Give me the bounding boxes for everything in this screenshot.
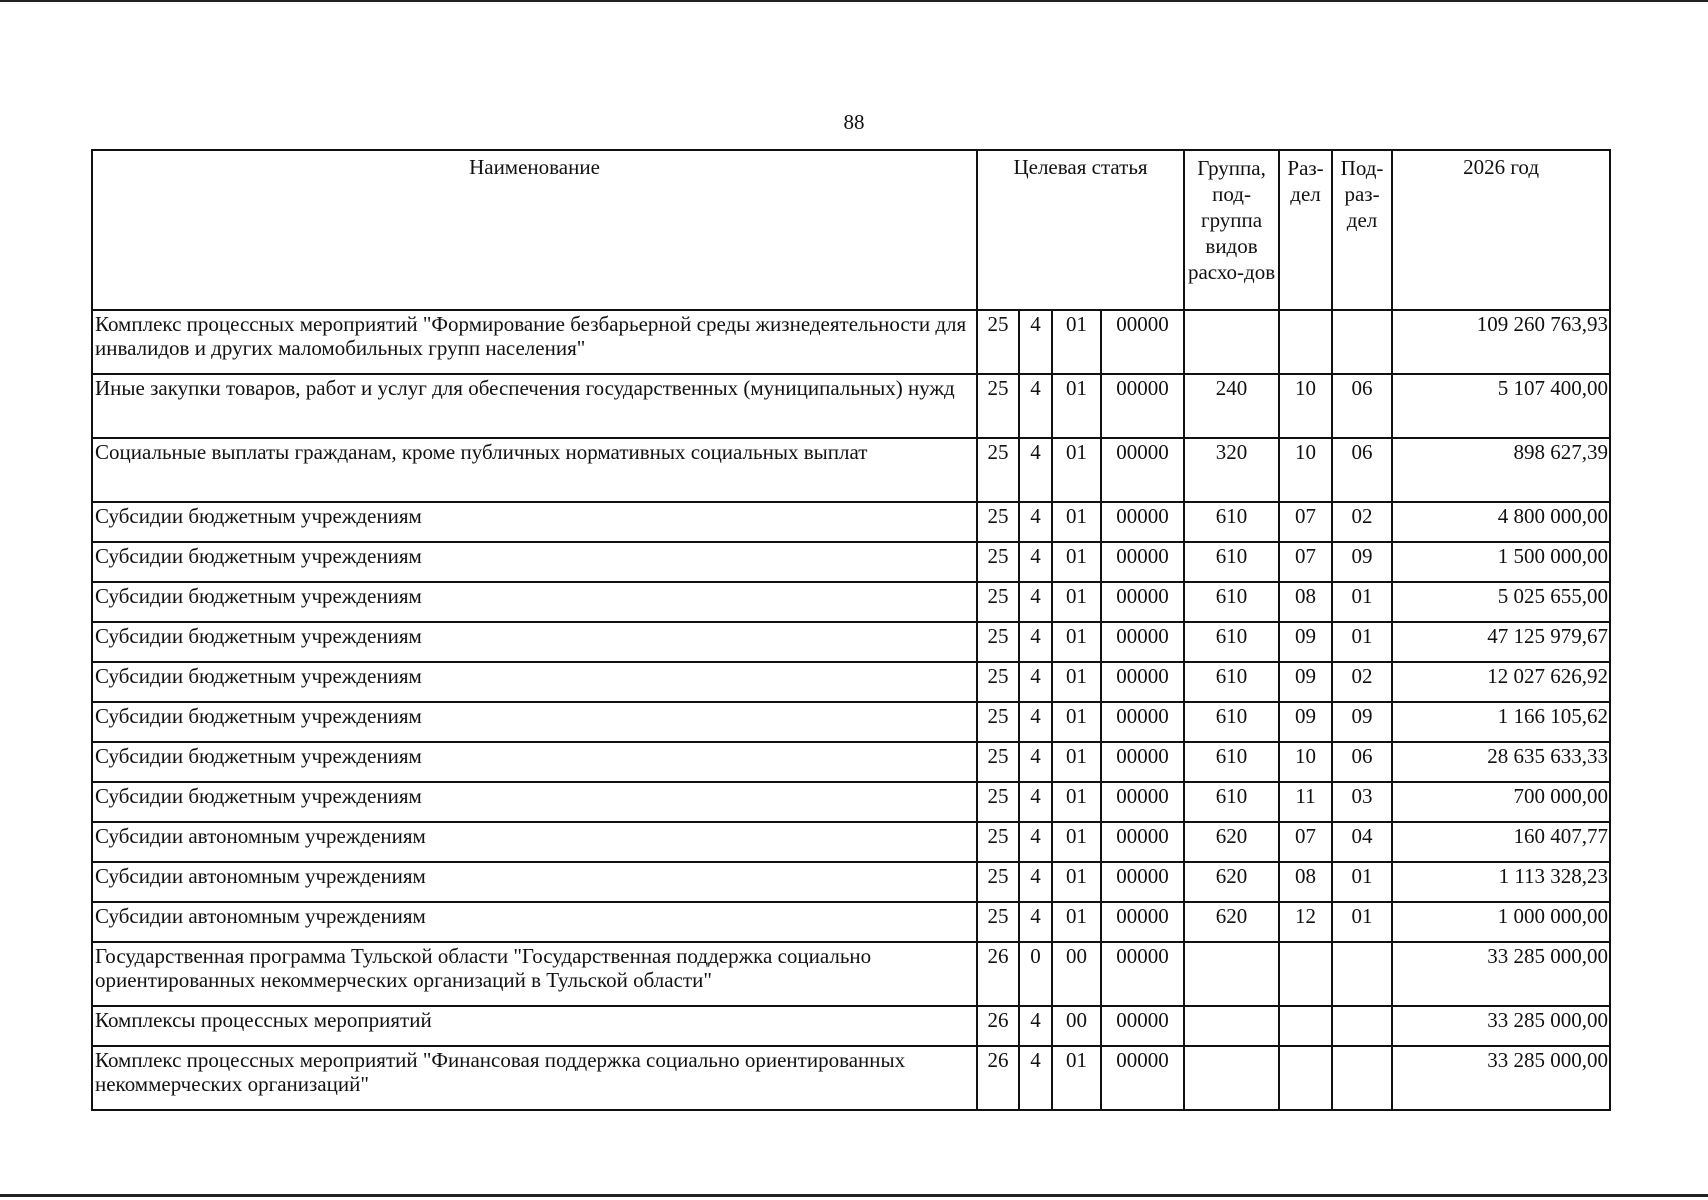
target-article-type: 4	[1019, 310, 1052, 374]
target-article-type: 4	[1019, 742, 1052, 782]
target-article-program: 26	[977, 1046, 1019, 1110]
expense-group	[1184, 942, 1279, 1006]
target-article-direction: 00000	[1101, 1006, 1184, 1046]
target-article-direction: 00000	[1101, 942, 1184, 1006]
expense-group: 610	[1184, 582, 1279, 622]
target-article-program: 25	[977, 310, 1019, 374]
table-row	[92, 702, 1610, 742]
subsection: 03	[1332, 782, 1392, 822]
target-article-direction: 00000	[1101, 502, 1184, 542]
subsection: 01	[1332, 902, 1392, 942]
target-article-element: 01	[1052, 782, 1101, 822]
header-name: Наименование	[92, 150, 977, 310]
section	[1279, 1046, 1332, 1110]
expense-group	[1184, 1046, 1279, 1110]
subsection: 01	[1332, 862, 1392, 902]
budget-table	[91, 149, 1611, 1111]
row-name: Комплексы процессных мероприятий	[92, 1006, 977, 1046]
amount-2026: 160 407,77	[1392, 822, 1610, 862]
subsection: 04	[1332, 822, 1392, 862]
target-article-direction: 00000	[1101, 822, 1184, 862]
target-article-direction: 00000	[1101, 1046, 1184, 1110]
target-article-type: 4	[1019, 374, 1052, 438]
target-article-program: 25	[977, 782, 1019, 822]
table-row	[92, 582, 1610, 622]
row-name: Комплекс процессных мероприятий "Формирование безбарьерной среды жизнедеятельности для инвалидов и других маломобильных групп населения"	[92, 310, 977, 374]
amount-2026: 33 285 000,00	[1392, 1046, 1610, 1110]
target-article-element: 01	[1052, 1046, 1101, 1110]
amount-2026: 1 000 000,00	[1392, 902, 1610, 942]
target-article-direction: 00000	[1101, 862, 1184, 902]
target-article-type: 4	[1019, 582, 1052, 622]
expense-group	[1184, 1006, 1279, 1046]
section: 07	[1279, 542, 1332, 582]
amount-2026: 700 000,00	[1392, 782, 1610, 822]
row-name: Субсидии бюджетным учреждениям	[92, 662, 977, 702]
row-name: Субсидии бюджетным учреждениям	[92, 582, 977, 622]
row-name: Комплекс процессных мероприятий "Финансовая поддержка социально ориентированных некоммерческих организаций"	[92, 1046, 977, 1110]
target-article-program: 25	[977, 622, 1019, 662]
target-article-program: 25	[977, 438, 1019, 502]
target-article-type: 0	[1019, 942, 1052, 1006]
row-name: Субсидии бюджетным учреждениям	[92, 622, 977, 662]
section: 11	[1279, 782, 1332, 822]
subsection: 06	[1332, 438, 1392, 502]
target-article-element: 00	[1052, 1006, 1101, 1046]
target-article-type: 4	[1019, 782, 1052, 822]
row-name: Субсидии бюджетным учреждениям	[92, 742, 977, 782]
target-article-type: 4	[1019, 822, 1052, 862]
table-row	[92, 902, 1610, 942]
row-name: Субсидии бюджетным учреждениям	[92, 702, 977, 742]
target-article-program: 25	[977, 662, 1019, 702]
target-article-program: 25	[977, 862, 1019, 902]
row-name: Субсидии автономным учреждениям	[92, 862, 977, 902]
row-name: Субсидии автономным учреждениям	[92, 902, 977, 942]
subsection: 01	[1332, 582, 1392, 622]
amount-2026: 33 285 000,00	[1392, 942, 1610, 1006]
section: 07	[1279, 502, 1332, 542]
section: 10	[1279, 374, 1332, 438]
target-article-type: 4	[1019, 542, 1052, 582]
subsection	[1332, 1006, 1392, 1046]
row-name: Субсидии автономным учреждениям	[92, 822, 977, 862]
target-article-direction: 00000	[1101, 782, 1184, 822]
target-article-direction: 00000	[1101, 622, 1184, 662]
target-article-element: 01	[1052, 438, 1101, 502]
subsection	[1332, 310, 1392, 374]
target-article-direction: 00000	[1101, 662, 1184, 702]
amount-2026: 5 025 655,00	[1392, 582, 1610, 622]
table-row	[92, 742, 1610, 782]
target-article-type: 4	[1019, 902, 1052, 942]
subsection: 09	[1332, 542, 1392, 582]
header-year: 2026 год	[1392, 150, 1610, 310]
table-body	[92, 310, 1610, 1110]
table-row	[92, 942, 1610, 1006]
section	[1279, 942, 1332, 1006]
amount-2026: 28 635 633,33	[1392, 742, 1610, 782]
target-article-element: 01	[1052, 662, 1101, 702]
target-article-direction: 00000	[1101, 582, 1184, 622]
section: 09	[1279, 622, 1332, 662]
amount-2026: 4 800 000,00	[1392, 502, 1610, 542]
header-target-article: Целевая статья	[977, 150, 1184, 310]
section: 09	[1279, 702, 1332, 742]
amount-2026: 12 027 626,92	[1392, 662, 1610, 702]
section: 07	[1279, 822, 1332, 862]
target-article-type: 4	[1019, 662, 1052, 702]
amount-2026: 1 113 328,23	[1392, 862, 1610, 902]
table-row	[92, 1046, 1610, 1110]
header-expense-group: Группа, под-группа видов расхо-дов	[1184, 150, 1279, 310]
table-row	[92, 374, 1610, 438]
target-article-direction: 00000	[1101, 702, 1184, 742]
subsection	[1332, 942, 1392, 1006]
expense-group: 610	[1184, 662, 1279, 702]
section: 10	[1279, 742, 1332, 782]
scan-edge-top	[0, 0, 1708, 2]
target-article-program: 25	[977, 742, 1019, 782]
row-name: Субсидии бюджетным учреждениям	[92, 782, 977, 822]
target-article-program: 25	[977, 542, 1019, 582]
target-article-direction: 00000	[1101, 374, 1184, 438]
target-article-element: 01	[1052, 902, 1101, 942]
subsection: 02	[1332, 662, 1392, 702]
expense-group: 240	[1184, 374, 1279, 438]
table-row	[92, 1006, 1610, 1046]
section	[1279, 1006, 1332, 1046]
target-article-element: 01	[1052, 742, 1101, 782]
target-article-program: 25	[977, 582, 1019, 622]
table-row	[92, 662, 1610, 702]
target-article-direction: 00000	[1101, 902, 1184, 942]
target-article-type: 4	[1019, 438, 1052, 502]
expense-group: 320	[1184, 438, 1279, 502]
header-subsection: Под-раз-дел	[1332, 150, 1392, 310]
target-article-element: 01	[1052, 702, 1101, 742]
row-name: Субсидии бюджетным учреждениям	[92, 502, 977, 542]
target-article-type: 4	[1019, 1046, 1052, 1110]
row-name: Субсидии бюджетным учреждениям	[92, 542, 977, 582]
target-article-program: 26	[977, 1006, 1019, 1046]
target-article-element: 01	[1052, 502, 1101, 542]
row-name: Социальные выплаты гражданам, кроме публичных нормативных социальных выплат	[92, 438, 977, 502]
target-article-type: 4	[1019, 702, 1052, 742]
target-article-program: 25	[977, 822, 1019, 862]
target-article-program: 25	[977, 502, 1019, 542]
target-article-program: 25	[977, 702, 1019, 742]
amount-2026: 898 627,39	[1392, 438, 1610, 502]
target-article-type: 4	[1019, 862, 1052, 902]
target-article-element: 01	[1052, 582, 1101, 622]
header-row	[92, 150, 1610, 310]
table-row	[92, 822, 1610, 862]
expense-group: 610	[1184, 782, 1279, 822]
amount-2026: 33 285 000,00	[1392, 1006, 1610, 1046]
subsection: 06	[1332, 742, 1392, 782]
table-row	[92, 622, 1610, 662]
target-article-element: 01	[1052, 542, 1101, 582]
target-article-element: 01	[1052, 822, 1101, 862]
expense-group: 620	[1184, 822, 1279, 862]
section: 08	[1279, 862, 1332, 902]
target-article-element: 00	[1052, 942, 1101, 1006]
expense-group: 610	[1184, 742, 1279, 782]
target-article-direction: 00000	[1101, 542, 1184, 582]
table-row	[92, 782, 1610, 822]
subsection	[1332, 1046, 1392, 1110]
target-article-program: 26	[977, 942, 1019, 1006]
amount-2026: 1 500 000,00	[1392, 542, 1610, 582]
table-row	[92, 542, 1610, 582]
expense-group	[1184, 310, 1279, 374]
expense-group: 620	[1184, 862, 1279, 902]
amount-2026: 1 166 105,62	[1392, 702, 1610, 742]
row-name: Государственная программа Тульской области "Государственная поддержка социально ориентированных некоммерческих организаций в Тульской области"	[92, 942, 977, 1006]
section: 10	[1279, 438, 1332, 502]
target-article-element: 01	[1052, 622, 1101, 662]
header-section: Раз-дел	[1279, 150, 1332, 310]
expense-group: 610	[1184, 702, 1279, 742]
page-number: 88	[843, 110, 865, 134]
table-row	[92, 438, 1610, 502]
section	[1279, 310, 1332, 374]
expense-group: 610	[1184, 622, 1279, 662]
target-article-type: 4	[1019, 1006, 1052, 1046]
target-article-type: 4	[1019, 622, 1052, 662]
target-article-direction: 00000	[1101, 438, 1184, 502]
target-article-element: 01	[1052, 374, 1101, 438]
section: 12	[1279, 902, 1332, 942]
subsection: 09	[1332, 702, 1392, 742]
target-article-type: 4	[1019, 502, 1052, 542]
table-row	[92, 862, 1610, 902]
table-row	[92, 502, 1610, 542]
subsection: 02	[1332, 502, 1392, 542]
subsection: 01	[1332, 622, 1392, 662]
amount-2026: 109 260 763,93	[1392, 310, 1610, 374]
section: 08	[1279, 582, 1332, 622]
subsection: 06	[1332, 374, 1392, 438]
table-row	[92, 310, 1610, 374]
target-article-program: 25	[977, 374, 1019, 438]
target-article-element: 01	[1052, 862, 1101, 902]
expense-group: 610	[1184, 502, 1279, 542]
section: 09	[1279, 662, 1332, 702]
target-article-direction: 00000	[1101, 310, 1184, 374]
target-article-program: 25	[977, 902, 1019, 942]
target-article-direction: 00000	[1101, 742, 1184, 782]
target-article-element: 01	[1052, 310, 1101, 374]
amount-2026: 47 125 979,67	[1392, 622, 1610, 662]
expense-group: 620	[1184, 902, 1279, 942]
amount-2026: 5 107 400,00	[1392, 374, 1610, 438]
scan-edge-bottom	[0, 1194, 1708, 1197]
row-name: Иные закупки товаров, работ и услуг для обеспечения государственных (муниципальных) нужд	[92, 374, 977, 438]
expense-group: 610	[1184, 542, 1279, 582]
